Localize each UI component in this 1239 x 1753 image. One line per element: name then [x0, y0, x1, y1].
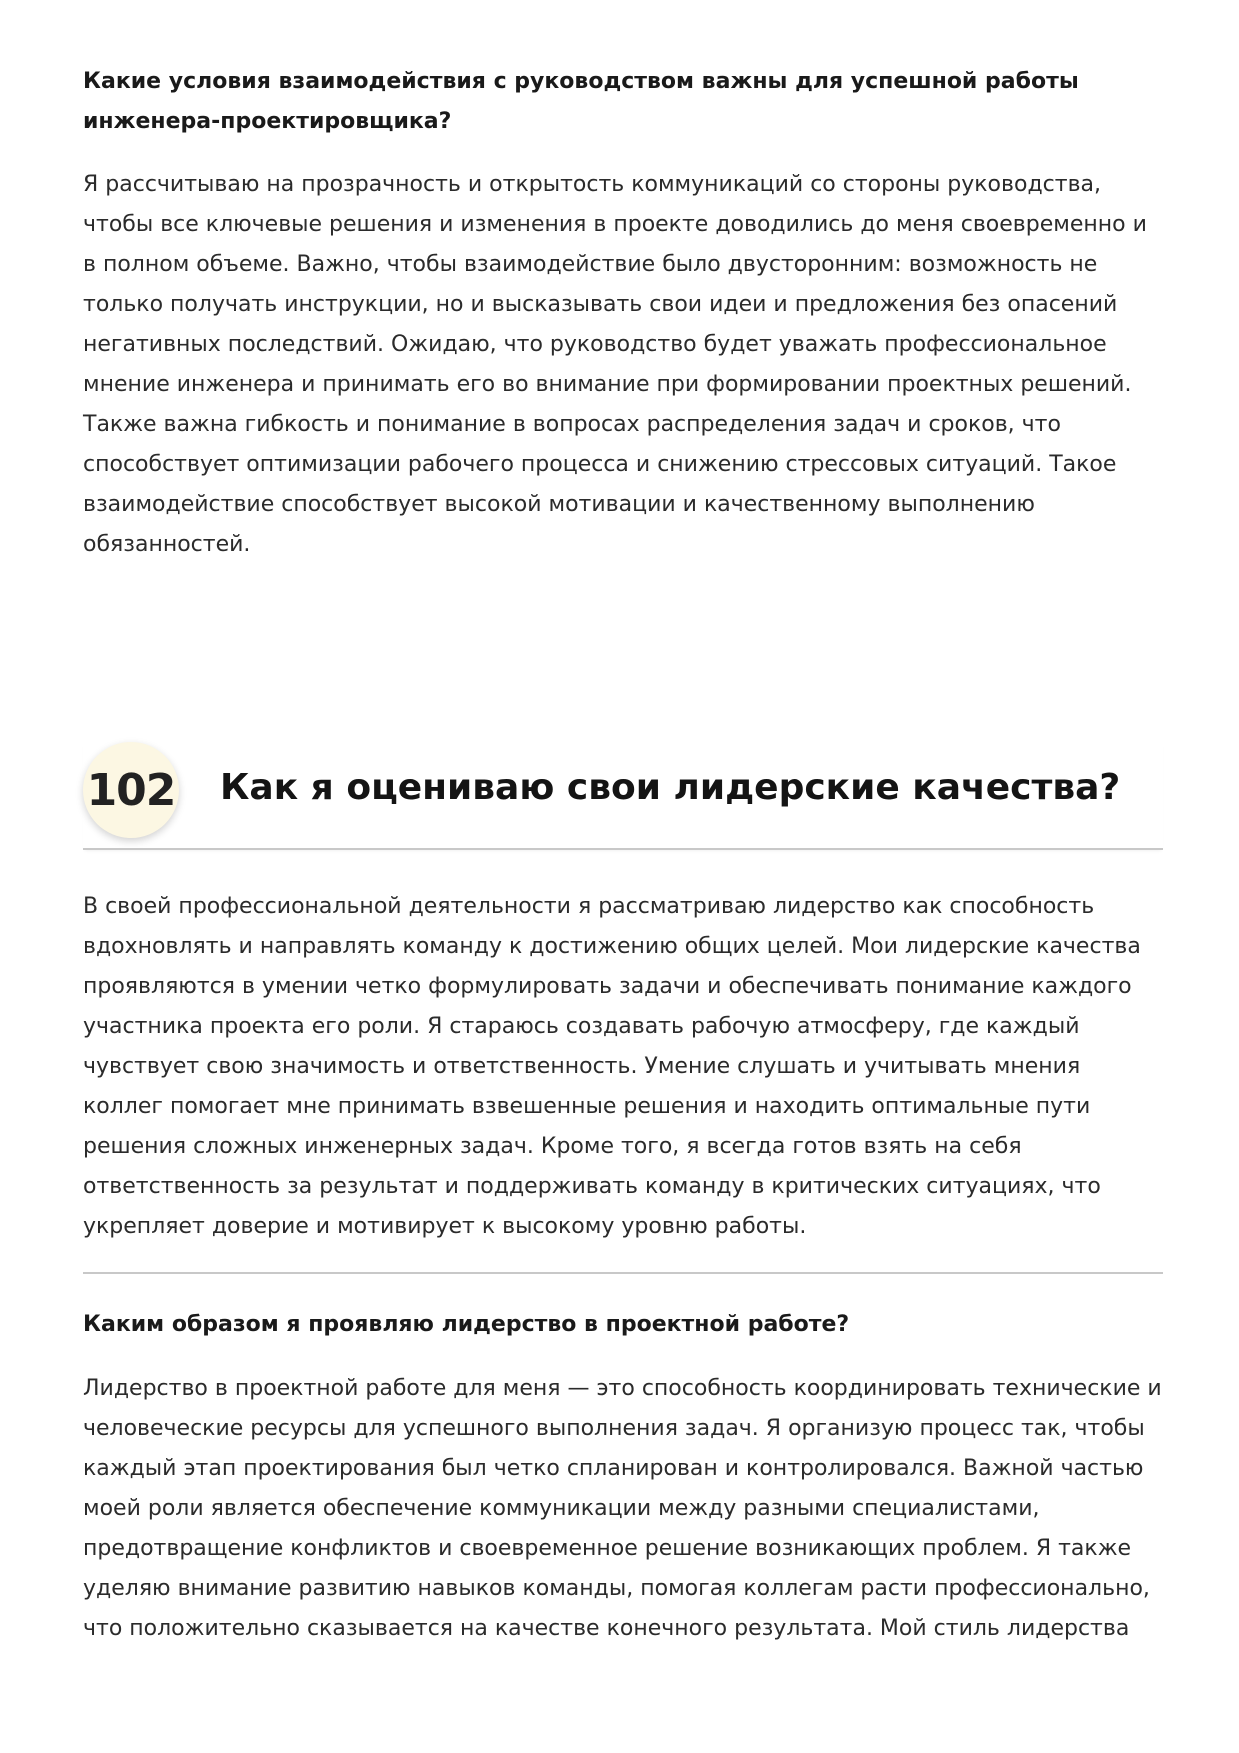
- subquestion-heading: Каким образом я проявляю лидерство в проектной работе?: [83, 1312, 850, 1337]
- section-divider: [83, 1272, 1163, 1274]
- section-header: [83, 740, 1163, 850]
- section-title: Как я оцениваю свои лидерские качества?: [220, 767, 1121, 808]
- section-number-badge: 102: [83, 742, 179, 838]
- section-intro-paragraph: В своей профессиональной деятельности я рассматриваю лидерство как способность вдохновлять и направлять команду к достижению общих целей. Мои лидерские качества проявляются в умении четко формулировать задачи и обеспечивать понимание каждого участника проекта его роли. Я стараюсь создавать рабочую атмосферу, где каждый чувствует свою значимость и ответственность. Умение слушать и учитывать мнения коллег помогает мне принимать взвешенные решения и находить оптимальные пути решения сложных инженерных задач. Кроме того, я всегда готов взять на себя ответственность за результат и поддерживать команду в критических ситуациях, что укрепляет доверие и мотивирует к высокому уровню работы.: [83, 894, 1141, 1239]
- previous-answer-paragraph: Я рассчитываю на прозрачность и открытость коммуникаций со стороны руководства, чтобы все ключевые решения и изменения в проекте доводились до меня своевременно и в полном объеме. Важно, чтобы взаимодействие было двусторонним: возможность не только получать инструкции, но и высказывать свои идеи и предложения без опасений негативных последствий. Ожидаю, что руководство будет уважать профессиональное мнение инженера и принимать его во внимание при формировании проектных решений. Также важна гибкость и понимание в вопросах распределения задач и сроков, что способствует оптимизации рабочего процесса и снижению стрессовых ситуаций. Такое взаимодействие способствует высокой мотивации и качественному выполнению обязанностей.: [83, 172, 1147, 557]
- subanswer-paragraph: Лидерство в проектной работе для меня — это способность координировать технические и человеческие ресурсы для успешного выполнения задач. Я организую процесс так, чтобы каждый этап проектирования был четко спланирован и контролировался. Важной частью моей роли является обеспечение коммуникации между разными специалистами, предотвращение конфликтов и своевременное решение возникающих проблем. Я также уделяю внимание развитию навыков команды, помогая коллегам расти профессионально, что положительно сказывается на качестве конечного результата. Мой стиль лидерства: [83, 1376, 1162, 1641]
- previous-question-heading: Какие условия взаимодействия с руководством важны для успешной работы инженера-проектировщика?: [83, 69, 1079, 134]
